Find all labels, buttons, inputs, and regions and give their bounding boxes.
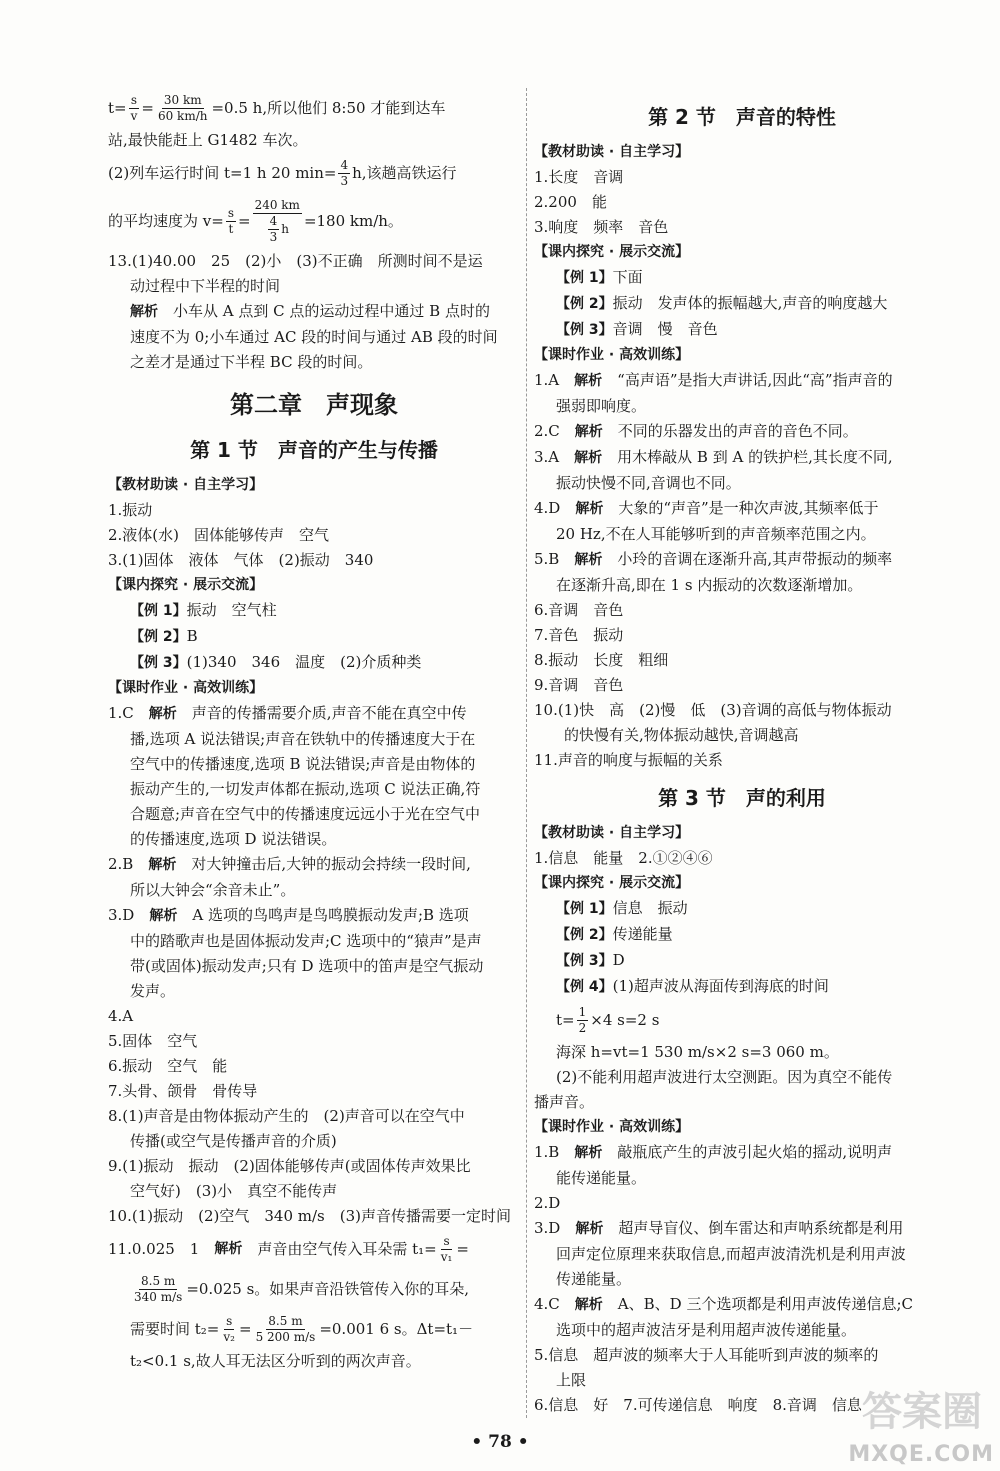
answer-line: 5.信息 超声波的频率大于人耳能听到声波的频率的 [534, 1346, 879, 1364]
answer-line: 4.D 解析 大象的“声音”是一种次声波,其频率低于 [534, 499, 879, 517]
answer-line: 1.A 解析 “高声语”是指大声讲话,因此“高”指声音的 [534, 371, 893, 389]
subsection-header: 【教材助读 · 自主学习】 [108, 477, 264, 493]
analysis-label: 解析 [214, 1241, 243, 1257]
fraction [338, 158, 350, 189]
answer-line: (2)不能利用超声波进行太空测距。因为真空不能传 [556, 1068, 893, 1086]
subsection-header: 【课时作业 · 高效训练】 [108, 680, 264, 696]
answer-line: 3.A 解析 用木棒敲从 B 到 A 的铁护栏,其长度不同, [534, 448, 893, 466]
answer-line: 传递能量。 [556, 1270, 632, 1288]
eq-text: h,该趟高铁运行 [352, 164, 457, 182]
fraction [156, 93, 210, 124]
subsection-header: 【教材助读 · 自主学习】 [534, 825, 690, 841]
answer-line: 2.200 能 [534, 193, 607, 211]
frac-den: v [130, 108, 138, 123]
answer-line: 8.(1)声音是由物体振动产生的 (2)声音可以在空气中 [108, 1107, 465, 1125]
analysis-label: 解析 [148, 706, 177, 722]
answer-line: 4.A [108, 1007, 134, 1025]
frac-den: 60 km/h [157, 108, 208, 123]
answer-line: 3.响度 频率 音色 [534, 218, 669, 236]
answer-line: 所以大钟会“余音未止”。 [130, 881, 296, 899]
fraction: $\frac{8.5 m}{5 200 m/s}$ [255, 1313, 316, 1344]
watermark-logo: 答案圈 [862, 1389, 982, 1435]
example-line [108, 624, 520, 650]
answer-line: 海深 h=vt=1 530 m/s×2 s=3 060 m。 [556, 1043, 839, 1061]
answer-line: 上限 [556, 1371, 587, 1389]
fraction: $\frac{s}{\text{v₁}}$ [440, 1233, 453, 1264]
eq-text: t= [108, 99, 127, 117]
answer-line: 播声音。 [534, 1093, 595, 1111]
answer-line: 发声。 [130, 982, 176, 1000]
answer-line: 1.信息 能量 2.①②④⑥ [534, 849, 713, 867]
answer-line: 速度不为 0;小车通过 AC 段的时间与通过 AB 段的时间 [130, 328, 498, 346]
answer-line: 20 Hz,不在人耳能够听到的声音频率范围之内。 [556, 525, 876, 543]
subsection-header: 【课内探究 · 展示交流】 [108, 577, 264, 593]
frac-den: t [228, 221, 234, 236]
column-divider [526, 88, 527, 1418]
answer-line: 的快慢有关,物体振动越快,音调越高 [564, 726, 799, 744]
answer-line: 3.(1)固体 液体 气体 (2)振动 340 [108, 551, 374, 569]
example-text: (1)340 346 温度 (2)介质种类 [186, 653, 422, 671]
eq-text: h [281, 221, 289, 236]
example-text: B [186, 627, 198, 645]
frac-den [264, 214, 291, 245]
eq-text: 的平均速度为 v= [108, 212, 224, 230]
answer-line: 1.长度 音调 [534, 168, 624, 186]
answer-line: 4.C 解析 A、B、D 三个选项都是利用声波传递信息;C [534, 1295, 913, 1313]
frac-num: 4 [269, 213, 278, 228]
answer-line: 回声定位原理来获取信息,而超声波清洗机是利用声波 [556, 1245, 906, 1263]
answer-line: 之差才是通过下半程 BC 段的时间。 [130, 353, 373, 371]
answer-line: 9.(1)振动 振动 (2)固体能够传声(或固体传声效果比 [108, 1157, 471, 1175]
fraction [226, 206, 236, 237]
frac-num: s [227, 205, 234, 220]
answer-line: 传播(或空气是传播声音的介质) [130, 1132, 337, 1150]
answer-line: 的传播速度,选项 D 说法错误。 [130, 830, 337, 848]
eq-text: (2)列车运行时间 t=1 h 20 min= [108, 164, 337, 182]
example-text: 振动 空气柱 [186, 601, 277, 619]
example-line: 【例 3】音调 慢 音色 [556, 320, 718, 338]
answer-line: 9.音调 音色 [534, 676, 624, 694]
answer-line: 强弱即响度。 [556, 397, 647, 415]
answer-line: 2.D [534, 1194, 561, 1212]
analysis-label: 解析 [149, 908, 178, 924]
frac-den: 3 [269, 229, 278, 244]
eq-text: =180 km/h。 [303, 212, 403, 230]
example-label: 【例 2】 [130, 629, 187, 645]
fraction: $\frac{s}{\text{v₂}}$ [223, 1313, 235, 1344]
eq-sign: = [141, 99, 154, 117]
answer-line: 空气好) (3)小 真空不能传声 [130, 1182, 338, 1200]
answer-line: 需要时间 t₂= $\frac{s}{\text{v₂}}$ = $\frac{8.5 m}{5 200 m/s}$ =0.001 6 s。Δt=t₁－ [130, 1313, 474, 1344]
eq-text: =0.5 h,所以他们 8:50 才能到达车 [211, 99, 446, 117]
fraction [253, 198, 302, 245]
left-column [108, 88, 520, 1374]
fraction: $\frac{1}{2}$ [578, 1004, 587, 1035]
example-label: 【例 3】 [130, 655, 187, 671]
answer-line: 在逐渐升高,即在 1 s 内振动的次数逐渐增加。 [556, 576, 863, 594]
answer-line [108, 299, 520, 325]
answer-line: 10.(1)快 高 (2)慢 低 (3)音调的高低与物体振动 [534, 701, 892, 719]
answer-line: 选项中的超声波洁牙是利用超声波传递能量。 [556, 1321, 857, 1339]
subsection-header: 【教材助读 · 自主学习】 [534, 144, 690, 160]
answer-line: 6.振动 空气 能 [108, 1057, 228, 1075]
example-line: 【例 2】振动 发声体的振幅越大,声音的响度越大 [556, 294, 888, 312]
text-line: 站,最快能赶上 G1482 车次。 [108, 131, 308, 149]
example-line [108, 650, 520, 676]
answer-line: 5.固体 空气 [108, 1032, 198, 1050]
answer-line: 带(或固体)振动发声;只有 D 选项中的笛声是空气振动 [130, 957, 484, 975]
analysis-label: 解析 [130, 304, 158, 320]
frac-num: 240 km [254, 197, 300, 212]
answer-line: 2.B 解析 对大钟撞击后,大钟的振动会持续一段时间, [108, 855, 471, 873]
answer-line: 7.音色 振动 [534, 626, 624, 644]
answer-line: 5.B 解析 小玲的音调在逐渐升高,其声带振动的频率 [534, 550, 893, 568]
example-line: 【例 4】(1)超声波从海面传到海底的时间 [556, 977, 829, 995]
answer-line: 动过程中下半程的时间 [130, 277, 281, 295]
example-line: 【例 2】传递能量 [556, 925, 673, 943]
answer-line: 6.信息 好 7.可传递信息 响度 8.音调 信息 [534, 1396, 862, 1414]
analysis-text: 小车从 A 点到 C 点的运动过程中通过 B 点时的 [158, 302, 490, 320]
equation-train-time [108, 153, 520, 193]
fraction [268, 214, 280, 245]
example-line: 【例 1】信息 振动 [556, 899, 688, 917]
answer-line: 能传递能量。 [556, 1169, 647, 1187]
answer-line: 2.液体(水) 固体能够传声 空气 [108, 526, 330, 544]
answer-line: 11.声音的响度与振幅的关系 [534, 751, 723, 769]
example-label: 【例 1】 [130, 603, 187, 619]
frac-num: 30 km [163, 92, 202, 107]
frac-num: s [130, 92, 138, 107]
answer-line: 13.(1)40.00 25 (2)小 (3)不正确 所测时间不是运 [108, 252, 483, 270]
answer-line: 11.0.025 1 解析 声音由空气传入耳朵需 t₁= $\frac{s}{\text{v₁}}$ = [108, 1229, 520, 1269]
answer-line: 10.(1)振动 (2)空气 340 m/s (3)声音传播需要一定时间 [108, 1207, 511, 1225]
example-line [108, 598, 520, 624]
chapter-title: 第二章 声现象 [230, 391, 398, 419]
answer-line: 3.D 解析 超声导盲仪、倒车雷达和声呐系统都是利用 [534, 1219, 904, 1237]
section-title: 第 3 节 声的利用 [658, 786, 826, 810]
answer-line: 振动快慢不同,音调也不同。 [556, 474, 741, 492]
subsection-header: 【课时作业 · 高效训练】 [534, 347, 690, 363]
answer-line: 2.C 解析 不同的乐器发出的声音的音色不同。 [534, 422, 858, 440]
answer-line: 7.头骨、颌骨 骨传导 [108, 1082, 258, 1100]
section-title: 第 1 节 声音的产生与传播 [190, 438, 438, 462]
answer-line: 1.B 解析 敲瓶底产生的声波引起火焰的摇动,说明声 [534, 1143, 893, 1161]
subsection-header: 【课内探究 · 展示交流】 [534, 244, 690, 260]
equation-travel-time [108, 88, 520, 128]
eq-sign: = [237, 212, 251, 230]
answer-line: 1.C 解析 声音的传播需要介质,声音不能在真空中传 [108, 704, 467, 722]
answer-line: $\frac{8.5 m}{340 m/s}$ =0.025 s。如果声音沿铁管传入你的耳朵, [134, 1273, 470, 1304]
answer-line: 振动产生的,一切发声体都在振动,选项 C 说法正确,符 [130, 780, 481, 798]
frac-den: 3 [340, 173, 349, 188]
subsection-header: 【课内探究 · 展示交流】 [534, 875, 690, 891]
answer-line: t₂<0.1 s,故人耳无法区分听到的两次声音。 [130, 1352, 421, 1370]
frac-num: 4 [340, 157, 349, 172]
answer-line: 6.音调 音色 [534, 601, 624, 619]
subsection-header: 【课时作业 · 高效训练】 [534, 1119, 690, 1135]
answer-line: 8.振动 长度 粗细 [534, 651, 669, 669]
example-line: 【例 3】D [556, 951, 625, 969]
section-title: 第 2 节 声音的特性 [648, 105, 836, 129]
right-column [534, 88, 950, 1418]
answer-line: 3.D 解析 A 选项的鸟鸣声是鸟鸣膜振动发声;B 选项 [108, 906, 469, 924]
answer-line: 中的踏歌声也是固体振动发声;C 选项中的“猿声”是声 [130, 932, 482, 950]
equation-average-speed [108, 193, 520, 249]
equation-half-time: t= $\frac{1}{2}$ ×4 s=2 s [556, 1004, 660, 1035]
fraction: $\frac{8.5 m}{340 m/s}$ [134, 1273, 183, 1304]
example-line: 【例 1】下面 [556, 268, 643, 286]
analysis-label: 解析 [148, 857, 177, 873]
answer-line: 1.振动 [108, 501, 153, 519]
answer-line: 播,选项 A 说法错误;声音在铁轨中的传播速度大于在 [130, 730, 476, 748]
watermark-text: MXQE.COM [848, 1442, 994, 1467]
answer-line: 合题意;声音在空气中的传播速度远远小于光在空气中 [130, 805, 481, 823]
answer-line: 空气中的传播速度,选项 B 说法错误;声音是由物体的 [130, 755, 476, 773]
page-number: • 78 • [471, 1432, 529, 1452]
fraction [129, 93, 140, 124]
